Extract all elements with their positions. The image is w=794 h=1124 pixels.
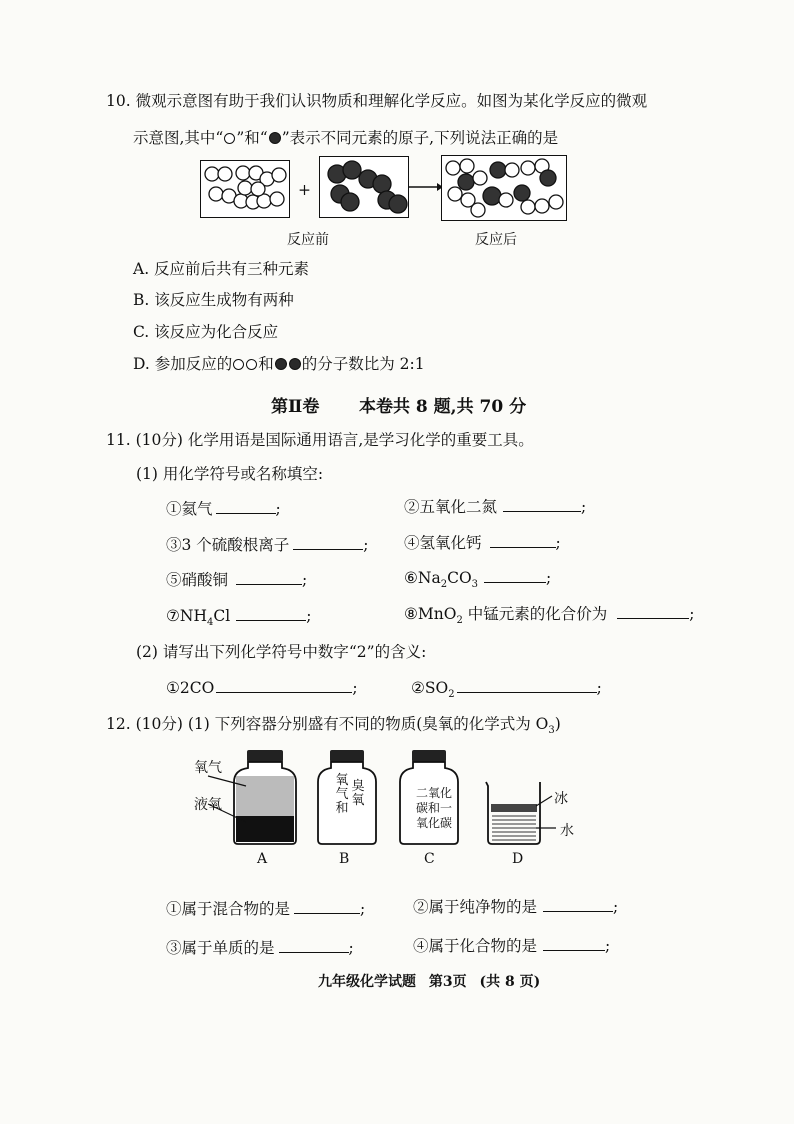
q10-line2-mid: ”和“ bbox=[236, 129, 268, 147]
answer-blank[interactable] bbox=[279, 938, 349, 953]
answer-blank[interactable] bbox=[216, 499, 276, 514]
arrow-icon bbox=[407, 180, 443, 194]
bottle-c-line: 二氧化 bbox=[415, 786, 452, 800]
plus-sign: + bbox=[298, 181, 311, 199]
bottle-b-label bbox=[326, 774, 374, 816]
q11-item-8-post: 中锰元素的化合价为 bbox=[462, 605, 608, 623]
semicolon: ; bbox=[581, 498, 587, 516]
container-c-letter: C bbox=[424, 851, 435, 867]
answer-blank[interactable] bbox=[216, 678, 352, 693]
bottle-b-char: 氧 bbox=[351, 793, 365, 808]
bottle-b-char: 气 bbox=[335, 787, 349, 802]
q11-part1: (1) 用化学符号或名称填空: bbox=[136, 465, 324, 483]
answer-blank[interactable] bbox=[543, 936, 605, 951]
bottle-b-char: 臭 bbox=[351, 779, 365, 794]
q10-option-a: A. 反应前后共有三种元素 bbox=[133, 260, 310, 278]
answer-blank[interactable] bbox=[484, 568, 546, 583]
q10-option-d-post: 的分子数比为 2:1 bbox=[301, 355, 425, 373]
q11-item-3 bbox=[166, 535, 369, 555]
open-atom-icon bbox=[246, 359, 257, 370]
label-d-top: 冰 bbox=[554, 791, 568, 807]
q11-item-6-pre: ⑥Na bbox=[404, 569, 441, 587]
q11-item-4-label: ④氢氧化钙 bbox=[404, 534, 482, 552]
footer-page: 第3页 bbox=[428, 974, 467, 990]
subscript: 4 bbox=[206, 617, 214, 629]
subscript: 2 bbox=[456, 615, 463, 627]
q10-option-d bbox=[133, 354, 425, 374]
q12-title bbox=[106, 714, 561, 737]
section-desc: 本卷共 8 题,共 70 分 bbox=[359, 397, 527, 417]
answer-blank[interactable] bbox=[236, 606, 306, 621]
semicolon: ; bbox=[689, 605, 695, 623]
semicolon: ; bbox=[605, 937, 611, 955]
label-d-bottom: 水 bbox=[560, 823, 574, 839]
semicolon: ; bbox=[555, 534, 561, 552]
q11-item-7-pre: ⑦NH bbox=[166, 607, 207, 625]
q11-item-4 bbox=[404, 533, 561, 553]
footer-total: (共 8 页) bbox=[479, 974, 541, 990]
q11-item-6 bbox=[404, 568, 552, 591]
label-a-top: 氧气 bbox=[194, 760, 222, 776]
beaker-d-icon bbox=[486, 782, 556, 844]
q11-item-j2-pre: ②SO bbox=[411, 679, 449, 697]
open-atom-icon bbox=[224, 133, 235, 144]
bottle-c-line: 氧化碳 bbox=[415, 816, 452, 830]
q10-option-d-pre: D. 参加反应的 bbox=[133, 355, 233, 373]
q12-item-3-label: ③属于单质的是 bbox=[166, 939, 275, 957]
subscript: 3 bbox=[548, 725, 555, 737]
q10-option-b: B. 该反应生成物有两种 bbox=[133, 291, 294, 309]
semicolon: ; bbox=[596, 679, 602, 697]
container-a-letter: A bbox=[257, 851, 268, 867]
open-atom-icon bbox=[233, 359, 244, 370]
q11-part2: (2) 请写出下列化学符号中数字“2”的含义: bbox=[136, 643, 427, 661]
q11-item-2-label: ②五氧化二氮 bbox=[404, 498, 498, 516]
q12-item-3 bbox=[166, 938, 354, 958]
q12-item-4-label: ④属于化合物的是 bbox=[413, 937, 538, 955]
footer-subject: 九年级化学试题 bbox=[318, 974, 416, 990]
bottle-c-line: 碳和一 bbox=[415, 801, 452, 815]
semicolon: ; bbox=[352, 679, 358, 697]
label-after: 反应后 bbox=[475, 232, 517, 248]
dark-molecules-icon bbox=[320, 157, 408, 217]
q11-item-j2 bbox=[411, 678, 602, 701]
q10-line2 bbox=[133, 128, 558, 148]
before-box-2 bbox=[319, 156, 409, 218]
q12-title-pre: 12. (10分) (1) 下列容器分别盛有不同的物质(臭氧的化学式为 O bbox=[106, 715, 549, 733]
q11-item-3-label: ③3 个硫酸根离子 bbox=[166, 536, 290, 554]
semicolon: ; bbox=[363, 536, 369, 554]
semicolon: ; bbox=[546, 569, 552, 587]
subscript: 2 bbox=[440, 579, 448, 591]
answer-blank[interactable] bbox=[294, 899, 360, 914]
q11-item-1-label: ①氦气 bbox=[166, 500, 213, 518]
after-box bbox=[441, 155, 567, 221]
q11-title: 11. (10分) 化学用语是国际通用语言,是学习化学的重要工具。 bbox=[106, 431, 534, 449]
subscript: 2 bbox=[448, 689, 455, 701]
container-d-letter: D bbox=[512, 851, 524, 867]
semicolon: ; bbox=[360, 900, 366, 918]
semicolon: ; bbox=[302, 571, 308, 589]
section-title: 第Ⅱ卷 bbox=[271, 397, 320, 417]
q10-line2-pre: 示意图,其中“ bbox=[133, 129, 224, 147]
answer-blank[interactable] bbox=[503, 497, 581, 512]
q11-item-j1 bbox=[166, 678, 358, 698]
q11-item-7-post: Cl bbox=[213, 607, 231, 625]
semicolon: ; bbox=[613, 898, 619, 916]
answer-blank[interactable] bbox=[236, 570, 302, 585]
q12-item-4 bbox=[413, 936, 610, 956]
filled-atom-icon bbox=[289, 358, 301, 370]
q11-item-8 bbox=[404, 604, 695, 627]
container-b-letter: B bbox=[339, 851, 350, 867]
q12-item-1-label: ①属于混合物的是 bbox=[166, 900, 291, 918]
filled-atom-icon bbox=[269, 132, 281, 144]
q11-item-5 bbox=[166, 570, 307, 590]
answer-blank[interactable] bbox=[457, 678, 597, 693]
label-before: 反应前 bbox=[287, 232, 329, 248]
subscript: 3 bbox=[471, 579, 479, 591]
q11-item-7 bbox=[166, 606, 312, 629]
q10-option-c: C. 该反应为化合反应 bbox=[133, 323, 279, 341]
q11-item-6-post: CO bbox=[447, 569, 472, 587]
answer-blank[interactable] bbox=[293, 535, 363, 550]
bottle-c-label bbox=[406, 786, 462, 831]
answer-blank[interactable] bbox=[617, 604, 689, 619]
q12-item-2-label: ②属于纯净物的是 bbox=[413, 898, 538, 916]
oxygen-molecules-icon bbox=[201, 161, 289, 217]
q10-line1: 10. 微观示意图有助于我们认识物质和理解化学反应。如图为某化学反应的微观 bbox=[106, 92, 648, 110]
bottle-b-char: 和 bbox=[335, 801, 349, 816]
containers-drawing bbox=[190, 748, 590, 848]
q12-title-post: ) bbox=[554, 715, 561, 733]
product-molecules-icon bbox=[442, 156, 566, 220]
before-box-1 bbox=[200, 160, 290, 218]
answer-blank[interactable] bbox=[543, 897, 613, 912]
q11-item-8-pre: ⑧MnO bbox=[404, 605, 457, 623]
q12-item-2 bbox=[413, 897, 618, 917]
semicolon: ; bbox=[306, 607, 312, 625]
q12-item-1 bbox=[166, 899, 365, 919]
q10-line2-post: ”表示不同元素的原子,下列说法正确的是 bbox=[281, 129, 559, 147]
filled-atom-icon bbox=[275, 358, 287, 370]
q11-item-5-label: ⑤硝酸铜 bbox=[166, 571, 229, 589]
q10-option-d-mid: 和 bbox=[258, 355, 274, 373]
semicolon: ; bbox=[275, 500, 281, 518]
q11-item-j1-label: ①2CO bbox=[166, 679, 215, 697]
semicolon: ; bbox=[348, 939, 354, 957]
q11-item-2 bbox=[404, 497, 586, 517]
bottle-b-char: 氧 bbox=[335, 773, 349, 788]
footer bbox=[318, 971, 540, 991]
label-a-bottom: 液氧 bbox=[194, 797, 222, 813]
answer-blank[interactable] bbox=[490, 533, 556, 548]
q11-item-1 bbox=[166, 499, 281, 519]
